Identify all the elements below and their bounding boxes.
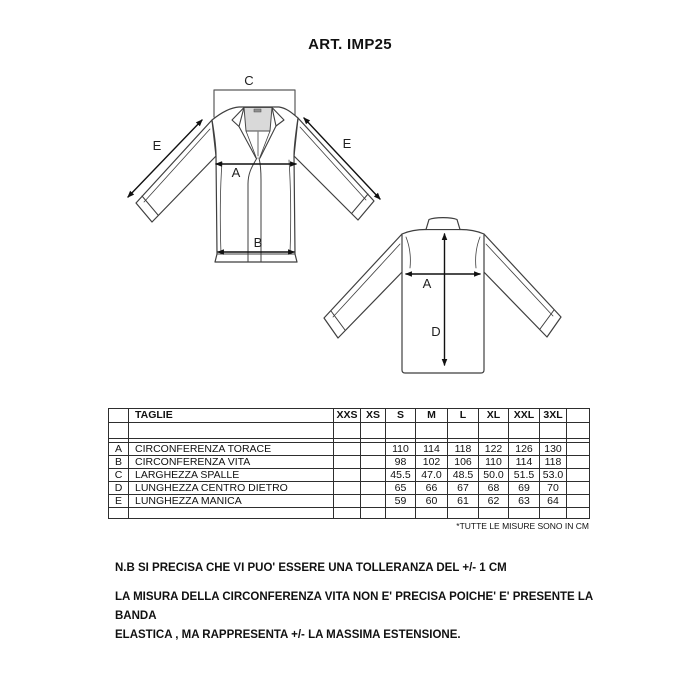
- size-value: 102: [416, 456, 448, 469]
- header-size-cell: M: [416, 409, 448, 423]
- table-row: [109, 469, 590, 482]
- size-value: [361, 495, 386, 508]
- empty-cell: [567, 508, 590, 519]
- size-value: 45.5: [386, 469, 416, 482]
- measure-label: LUNGHEZZA MANICA: [129, 495, 334, 508]
- elastic-band-note-line2: ELASTICA , MA RAPPRESENTA +/- LA MASSIMA ESTENSIONE.: [115, 629, 461, 641]
- spacer-row: [109, 423, 590, 439]
- header-size-cell: L: [448, 409, 479, 423]
- empty-cell: [109, 423, 129, 439]
- table-header-row: [109, 409, 590, 423]
- size-value: 110: [479, 456, 509, 469]
- spacer-row: [109, 508, 590, 519]
- size-value: 68: [479, 482, 509, 495]
- front-hanger-loop: [254, 109, 261, 112]
- size-value: 114: [509, 456, 540, 469]
- empty-cell: [567, 443, 590, 456]
- size-value: 70: [540, 482, 567, 495]
- row-letter: E: [109, 495, 129, 508]
- empty-cell: [386, 423, 416, 439]
- size-value: 65: [386, 482, 416, 495]
- empty-cell: [334, 423, 361, 439]
- empty-cell: [567, 482, 590, 495]
- front-measure-b-label: B: [253, 235, 263, 250]
- empty-cell: [416, 423, 448, 439]
- empty-cell: [448, 423, 479, 439]
- size-value: 60: [416, 495, 448, 508]
- size-value: 66: [416, 482, 448, 495]
- size-value: [334, 456, 361, 469]
- front-measure-e-left-label: E: [152, 138, 162, 153]
- front-measure-e-right-label: E: [342, 136, 352, 151]
- jacket-diagram: [100, 60, 600, 400]
- back-measure-d-label: D: [431, 324, 441, 339]
- row-letter: C: [109, 469, 129, 482]
- measure-label: LUNGHEZZA CENTRO DIETRO: [129, 482, 334, 495]
- measure-label: LARGHEZZA SPALLE: [129, 469, 334, 482]
- empty-cell: [509, 508, 540, 519]
- header-size-cell: XXL: [509, 409, 540, 423]
- empty-cell: [129, 423, 334, 439]
- back-measure-a-label: A: [422, 276, 432, 291]
- empty-cell: [416, 508, 448, 519]
- tolerance-note: N.B SI PRECISA CHE VI PUO' ESSERE UNA TOLLERANZA DEL +/- 1 CM: [115, 562, 507, 574]
- empty-cell: [334, 508, 361, 519]
- table-row: [109, 482, 590, 495]
- empty-cell: [386, 508, 416, 519]
- size-value: 62: [479, 495, 509, 508]
- size-value: [334, 495, 361, 508]
- size-value: 47.0: [416, 469, 448, 482]
- row-letter: D: [109, 482, 129, 495]
- empty-cell: [540, 423, 567, 439]
- back-collar: [426, 218, 460, 230]
- size-value: 63: [509, 495, 540, 508]
- empty-cell: [567, 423, 590, 439]
- size-value: [334, 469, 361, 482]
- size-value: [334, 443, 361, 456]
- size-value: 118: [448, 443, 479, 456]
- empty-cell: [479, 423, 509, 439]
- empty-cell: [448, 508, 479, 519]
- header-corner-cell: [109, 409, 129, 423]
- empty-cell: [479, 508, 509, 519]
- size-value: [361, 469, 386, 482]
- header-size-cell: S: [386, 409, 416, 423]
- size-value: 59: [386, 495, 416, 508]
- size-value: 126: [509, 443, 540, 456]
- header-trailing-cell: [567, 409, 590, 423]
- units-footnote: *TUTTE LE MISURE SONO IN CM: [456, 521, 589, 531]
- size-value: 67: [448, 482, 479, 495]
- header-size-cell: XXS: [334, 409, 361, 423]
- size-value: [361, 456, 386, 469]
- empty-cell: [361, 423, 386, 439]
- size-value: 130: [540, 443, 567, 456]
- back-view: [324, 218, 561, 373]
- empty-cell: [109, 508, 129, 519]
- back-right-sleeve: [480, 234, 561, 337]
- header-size-cell: 3XL: [540, 409, 567, 423]
- size-value: 122: [479, 443, 509, 456]
- elastic-band-note-line1: LA MISURA DELLA CIRCONFERENZA VITA NON E' PRECISA POICHE' E' PRESENTE LA BANDA: [115, 591, 593, 622]
- empty-cell: [129, 508, 334, 519]
- empty-cell: [567, 469, 590, 482]
- size-value: 48.5: [448, 469, 479, 482]
- size-value: 53.0: [540, 469, 567, 482]
- page-title: ART. IMP25: [308, 36, 392, 53]
- size-value: 69: [509, 482, 540, 495]
- size-table: [108, 408, 590, 519]
- size-value: 98: [386, 456, 416, 469]
- table-row: [109, 443, 590, 456]
- measure-label: CIRCONFERENZA TORACE: [129, 443, 334, 456]
- size-value: 61: [448, 495, 479, 508]
- front-measure-c-label: C: [244, 73, 254, 88]
- size-value: 114: [416, 443, 448, 456]
- back-left-sleeve: [324, 234, 406, 338]
- size-value: 64: [540, 495, 567, 508]
- empty-cell: [567, 495, 590, 508]
- size-value: 106: [448, 456, 479, 469]
- header-size-cell: XS: [361, 409, 386, 423]
- header-size-cell: XL: [479, 409, 509, 423]
- table-row: [109, 456, 590, 469]
- size-value: [361, 443, 386, 456]
- front-view: [128, 73, 380, 262]
- header-taglie-cell: TAGLIE: [129, 409, 334, 423]
- table-row: [109, 495, 590, 508]
- elastic-band-note: [115, 588, 635, 645]
- size-value: 110: [386, 443, 416, 456]
- row-letter: B: [109, 456, 129, 469]
- back-torso: [402, 230, 484, 374]
- empty-cell: [540, 508, 567, 519]
- size-value: 118: [540, 456, 567, 469]
- size-value: 51.5: [509, 469, 540, 482]
- size-value: [361, 482, 386, 495]
- empty-cell: [361, 508, 386, 519]
- empty-cell: [509, 423, 540, 439]
- front-measure-a-label: A: [231, 165, 241, 180]
- row-letter: A: [109, 443, 129, 456]
- size-value: 50.0: [479, 469, 509, 482]
- empty-cell: [567, 456, 590, 469]
- measure-label: CIRCONFERENZA VITA: [129, 456, 334, 469]
- size-value: [334, 482, 361, 495]
